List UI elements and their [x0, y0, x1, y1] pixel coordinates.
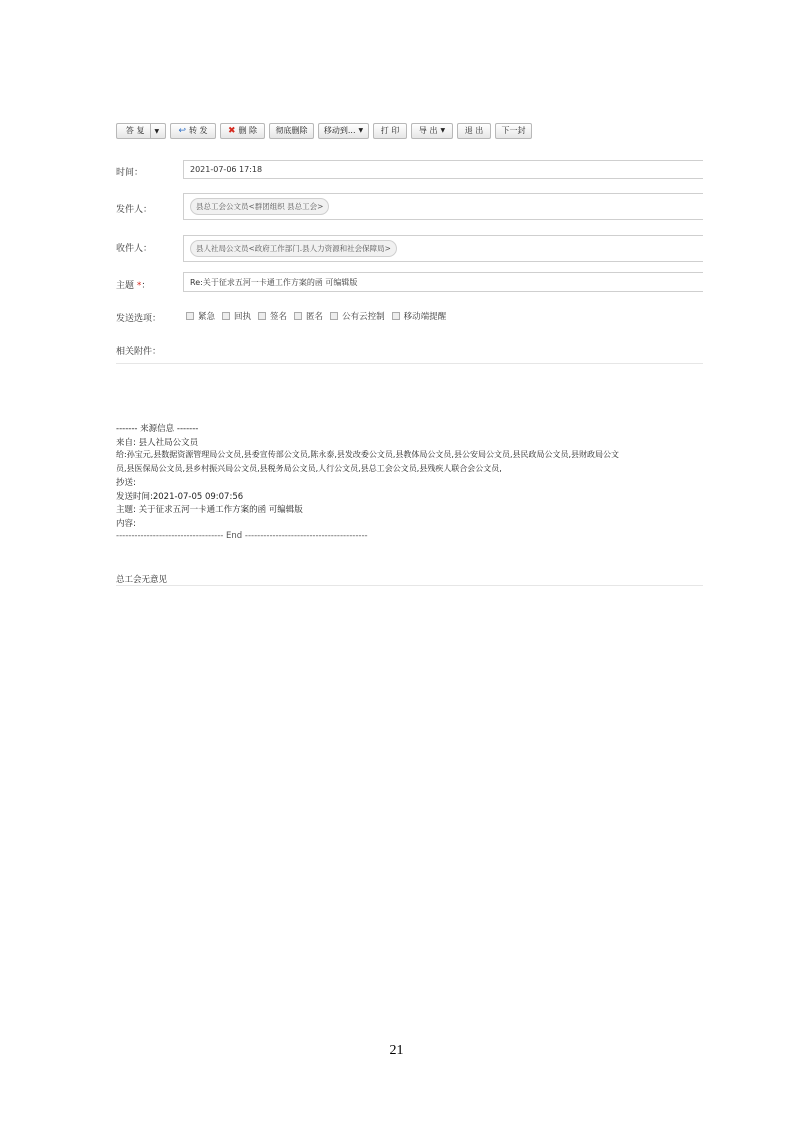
time-value: 2021-07-06 17:18	[190, 165, 263, 174]
to-line-1: 给:孙宝元,县数据资源管理局公文员,县委宣传部公文员,陈永泰,县发改委公文员,县教体局公文员,县公安局公文员,县民政局公文员,县财政局公文	[116, 450, 620, 459]
reply-label: 答 复	[125, 126, 145, 135]
subject-value: Re:关于征求五河一卡通工作方案的函 可编辑版	[190, 277, 358, 287]
delete-button[interactable]	[220, 123, 265, 139]
sender-field[interactable]	[183, 193, 703, 220]
export-button[interactable]	[411, 123, 453, 139]
page-number: 21	[389, 1043, 404, 1058]
reply-text: 总工会无意见	[116, 575, 168, 585]
move-to-dropdown-icon: ▼	[358, 127, 364, 134]
print-button[interactable]	[373, 123, 407, 139]
source-info-header: ------- 来源信息 -------	[116, 424, 199, 434]
reply-dropdown-icon[interactable]: ▼	[150, 124, 162, 138]
time-field	[183, 160, 703, 179]
option-urgent-label: 紧急	[198, 312, 216, 322]
move-to-label: 移动到...	[323, 126, 356, 135]
export-dropdown-icon: ▼	[440, 127, 446, 134]
checkbox-public-cloud[interactable]	[330, 312, 338, 320]
end-separator: ----------------------------------- End ----------------------------------------	[116, 531, 368, 541]
subject-label	[116, 278, 150, 291]
send-options	[186, 310, 453, 322]
option-mobile-reminder[interactable]	[392, 310, 447, 322]
checkbox-signature[interactable]	[258, 312, 266, 320]
print-label: 打 印	[380, 126, 400, 135]
sender-label: 发件人：	[116, 205, 153, 215]
required-marker: *	[136, 281, 142, 291]
forward-label: 转 发	[189, 126, 208, 135]
exit-label: 退 出	[464, 126, 484, 135]
recipient-label: 收件人：	[116, 244, 153, 254]
delete-label: 删 除	[238, 126, 258, 135]
content-label: 内容:	[116, 519, 136, 529]
subject-label-text: 主题	[116, 281, 135, 291]
checkbox-mobile-reminder[interactable]	[392, 312, 400, 320]
subject-input[interactable]	[183, 272, 703, 292]
option-urgent[interactable]	[186, 310, 215, 322]
forward-arrow-icon: ↩	[178, 126, 186, 136]
checkbox-receipt[interactable]	[222, 312, 230, 320]
permanent-delete-label: 彻底删除	[275, 126, 308, 135]
next-message-label: 下一封	[501, 126, 526, 135]
option-mobile-reminder-label: 移动端提醒	[403, 312, 447, 322]
checkbox-urgent[interactable]	[186, 312, 194, 320]
cc-line: 抄送:	[116, 478, 136, 488]
subject-label-colon: ：	[141, 281, 151, 291]
option-receipt[interactable]	[222, 310, 251, 322]
time-label: 时间：	[116, 168, 144, 178]
forward-button[interactable]	[170, 123, 216, 139]
option-anonymous[interactable]	[294, 310, 323, 322]
checkbox-anonymous[interactable]	[294, 312, 302, 320]
sender-chip[interactable]: 县总工会公文员<群团组织 县总工会>	[190, 198, 329, 215]
recipient-field[interactable]	[183, 235, 703, 262]
from-line: 来自: 县人社局公文员	[116, 438, 199, 448]
recipient-chip[interactable]: 县人社局公文员<政府工作部门.县人力资源和社会保障局>	[190, 240, 397, 257]
attachments-label: 相关附件：	[116, 347, 162, 357]
option-public-cloud-label: 公有云控制	[342, 312, 385, 322]
option-signature[interactable]	[258, 310, 287, 322]
option-anonymous-label: 匿名	[306, 312, 324, 322]
message-body	[116, 363, 703, 586]
reply-button[interactable]	[116, 123, 166, 139]
export-label: 导 出	[418, 126, 438, 135]
send-options-label: 发送选项：	[116, 314, 162, 324]
next-message-button[interactable]	[495, 123, 532, 139]
exit-button[interactable]	[457, 123, 491, 139]
delete-x-icon: ✖	[227, 126, 236, 136]
option-public-cloud[interactable]	[330, 310, 385, 322]
sent-time-line: 发送时间:2021-07-05 09:07:56	[116, 492, 244, 502]
option-signature-label: 签名	[270, 312, 288, 322]
option-receipt-label: 回执	[234, 312, 252, 322]
to-line-2: 员,县医保局公文员,县乡村振兴局公文员,县税务局公文员,人行公文员,县总工会公文员,县残疾人联合会公文员,	[116, 464, 502, 473]
permanent-delete-button[interactable]	[269, 123, 314, 139]
move-to-button[interactable]	[318, 123, 369, 139]
body-subject-line: 主题: 关于征求五河一卡通工作方案的函 可编辑版	[116, 505, 303, 515]
